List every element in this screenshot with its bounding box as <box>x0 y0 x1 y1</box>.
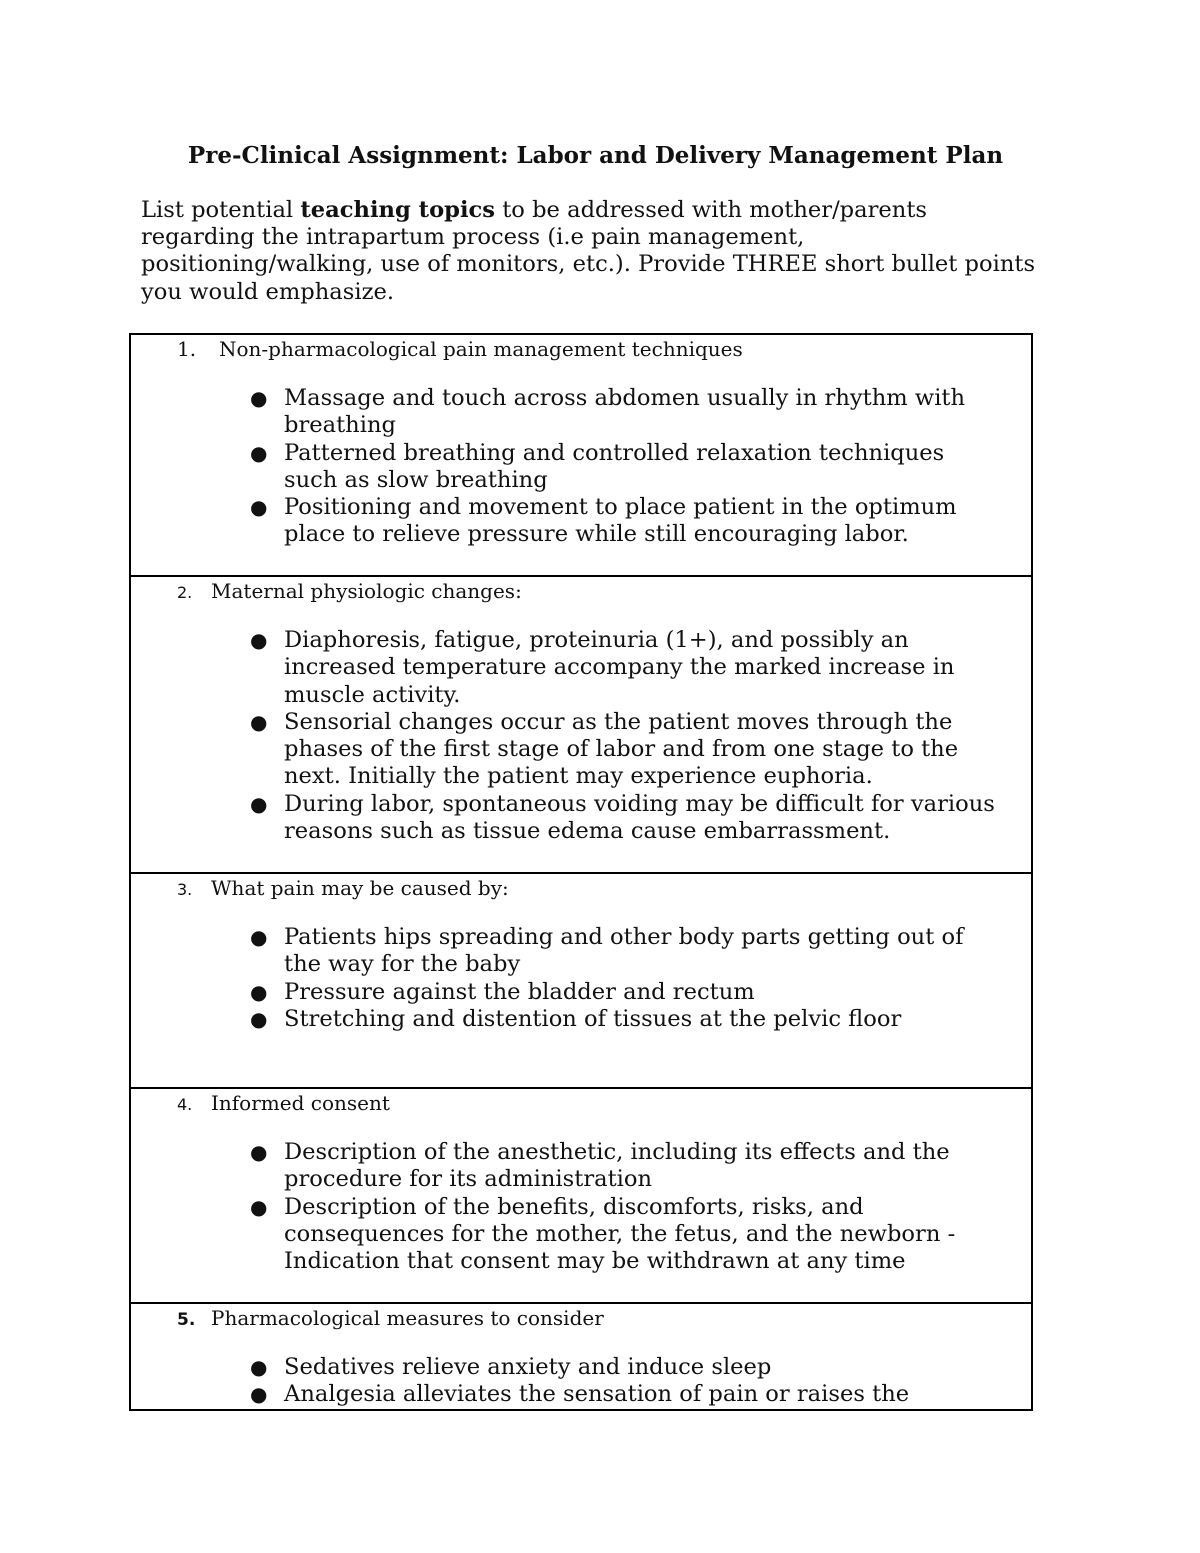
list-item: ● Stretching and distention of tissues at the pelvic floor <box>250 1005 902 1032</box>
table-row <box>131 577 1031 874</box>
table-row <box>131 1304 1031 1411</box>
list-item: ● Pressure against the bladder and rectum <box>250 978 755 1005</box>
teaching-topics-table <box>129 333 1033 1411</box>
table-row <box>131 874 1031 1089</box>
section-heading <box>177 337 743 361</box>
intro-bold-topic: teaching topics <box>300 197 496 223</box>
section-number: 1. <box>177 337 197 361</box>
table-row <box>131 335 1031 577</box>
section-heading-text: Informed consent <box>211 1091 390 1115</box>
bullet-icon: ● <box>250 386 268 410</box>
bullet-icon: ● <box>250 1194 268 1219</box>
list-item: ● Sensorial changes occur as the patient moves through the phases of the first stage of labor and from one stage to the next. Initially the patient may experience euphoria. <box>250 708 959 790</box>
bullet-list <box>131 1139 1031 1275</box>
section-number: 3. <box>177 880 193 899</box>
section-number: 2. <box>177 583 193 602</box>
intro-suffix: to be addressed with mother/parents regarding the intrapartum process (i.e pain management, positioning/walking, use of monitors, etc.). Provide THREE short bullet points you would emphasize. <box>141 197 1036 305</box>
list-item: ● Massage and touch across abdomen usually in rhythm with breathing <box>250 385 966 439</box>
section-heading <box>177 1306 604 1332</box>
bullet-icon: ● <box>250 709 268 734</box>
list-item: ● Diaphoresis, fatigue, proteinuria (1+), and possibly an increased temperature accompany the marked increase in muscle activity. <box>250 627 955 708</box>
list-item: ● Patients hips spreading and other body parts getting out of the way for the baby <box>250 924 964 978</box>
section-number: 5. <box>177 1310 196 1330</box>
bullet-list <box>131 385 1031 549</box>
bullet-icon: ● <box>250 628 268 652</box>
list-item: ● Patterned breathing and controlled relaxation techniques such as slow breathing <box>250 439 945 493</box>
bullet-icon: ● <box>250 440 268 465</box>
bullet-icon: ● <box>250 925 268 949</box>
table-row <box>131 1089 1031 1304</box>
section-heading <box>177 579 522 605</box>
section-heading-text: Non-pharmacological pain management techniques <box>219 337 743 361</box>
section-heading <box>177 876 509 902</box>
list-item: ● During labor, spontaneous voiding may be difficult for various reasons such as tissue edema cause embarrassment. <box>250 790 995 845</box>
section-heading <box>177 1091 390 1117</box>
page-title: Pre-Clinical Assignment: Labor and Delivery Management Plan <box>187 142 1004 169</box>
bullet-list <box>131 627 1031 845</box>
section-heading-text: Pharmacological measures to consider <box>211 1306 604 1330</box>
bullet-icon: ● <box>250 1006 268 1031</box>
bullet-list <box>131 1354 1031 1409</box>
section-heading-text: Maternal physiologic changes: <box>211 579 522 603</box>
section-heading-text: What pain may be caused by: <box>211 876 509 900</box>
bullet-icon: ● <box>250 1140 268 1164</box>
list-item: ● Sedatives relieve anxiety and induce sleep <box>250 1354 772 1380</box>
bullet-icon: ● <box>250 495 268 520</box>
bullet-icon: ● <box>250 1355 268 1379</box>
bullet-list <box>131 924 1031 1033</box>
bullet-icon: ● <box>250 791 268 816</box>
list-item: ● Description of the benefits, discomforts, risks, and consequences for the mother, the fetus, and the newborn - Indication that consent may be withdrawn at any time <box>250 1193 956 1275</box>
list-item: ● Analgesia alleviates the sensation of pain or raises the <box>250 1381 910 1408</box>
list-item: ● Description of the anesthetic, including its effects and the procedure for its administration <box>250 1139 950 1193</box>
bullet-icon: ● <box>250 1382 268 1407</box>
bullet-icon: ● <box>250 979 268 1004</box>
section-number: 4. <box>177 1095 193 1114</box>
intro-prefix: List potential <box>141 197 301 223</box>
list-item: ● Positioning and movement to place patient in the optimum place to relieve pressure while still encouraging labor. <box>250 494 957 548</box>
intro-paragraph <box>141 197 1041 306</box>
